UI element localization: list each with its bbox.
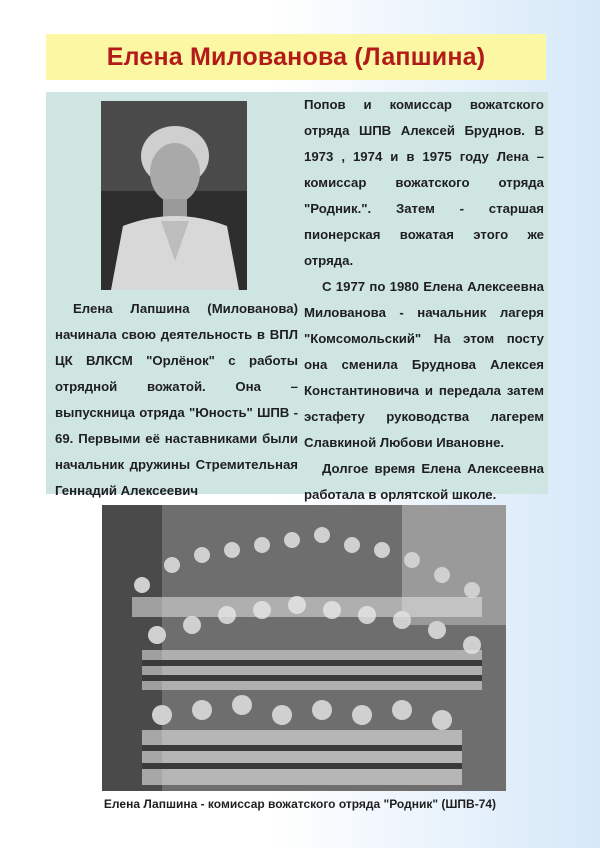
group-photo xyxy=(102,505,506,791)
page-title: Елена Милованова (Лапшина) xyxy=(106,42,486,71)
paragraph: Долгое время Елена Алексеевна работала в орлятской школе. xyxy=(304,461,544,502)
photo-caption: Елена Лапшина - комиссар вожатского отряда "Родник" (ШПВ-74) xyxy=(103,797,497,811)
paragraph: Елена Лапшина (Милованова) начинала свою деятельность в ВПЛ ЦК ВЛКСМ "Орлёнок" с работы отрядной вожатой. Она – выпускница отряда "Юность" ШПВ - 69. Первыми её наставниками были начальник дружины Стремительная Геннадий Алексеевич xyxy=(55,301,298,498)
left-text-column xyxy=(55,296,298,504)
paragraph: Попов и комиссар вожатского отряда ШПВ Алексей Бруднов. В 1973 , 1974 и в 1975 году Лена – комиссар вожатского отряда "Родник.". Затем - старшая пионерская вожатая этого же отряда. xyxy=(304,97,544,268)
right-text-column xyxy=(304,92,544,508)
title-banner xyxy=(46,34,546,80)
portrait-photo xyxy=(101,101,247,290)
paragraph: С 1977 по 1980 Елена Алексеевна Милованова - начальник лагеря "Комсомольский" На этом посту она сменила Бруднова Алексея Константиновича и передала затем эстафету руководства лагерем Славкиной Любови Ивановне. xyxy=(304,279,544,450)
